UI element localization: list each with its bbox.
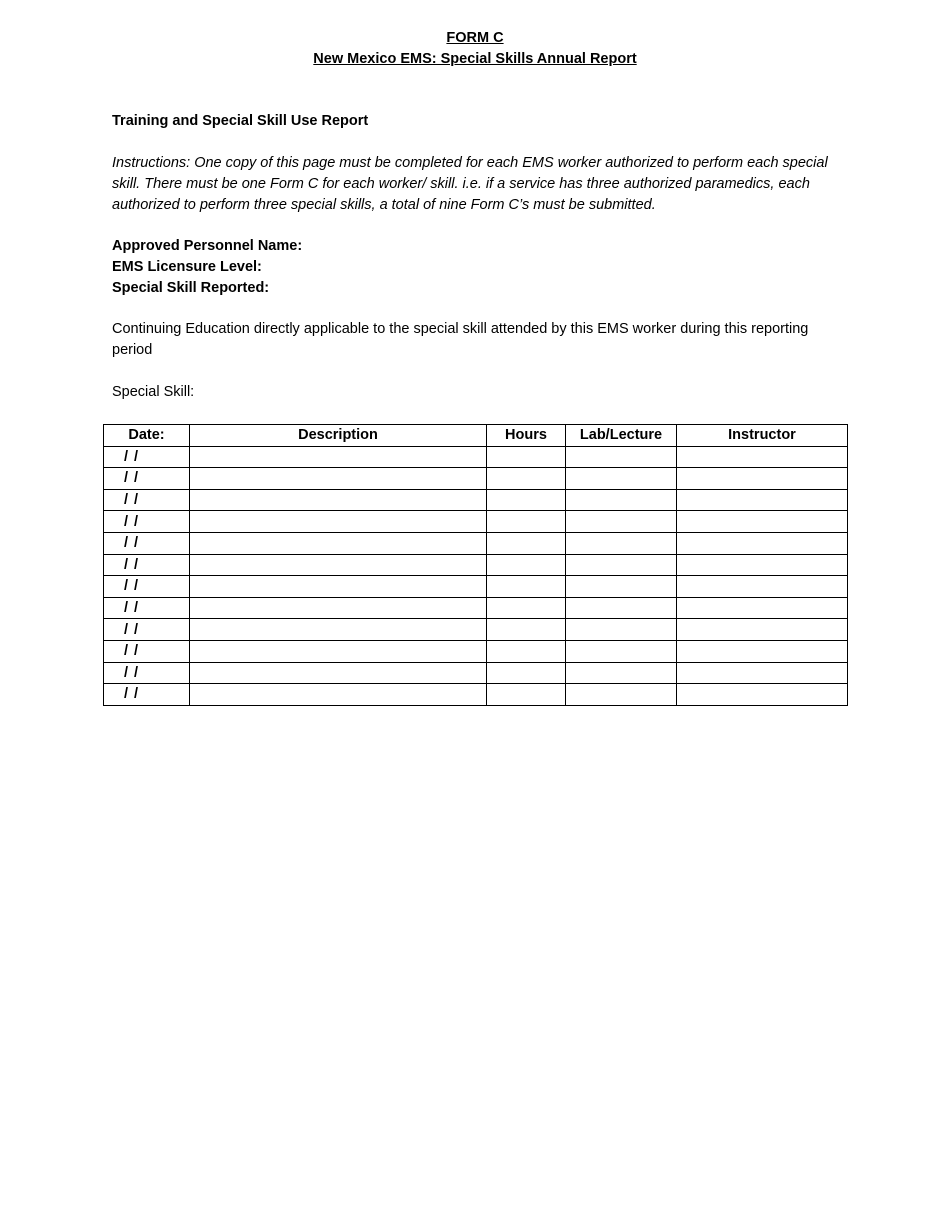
hours-cell[interactable]: [487, 489, 566, 511]
description-cell[interactable]: [190, 489, 487, 511]
lab-lecture-cell[interactable]: [566, 554, 677, 576]
date-cell[interactable]: / /: [104, 468, 190, 490]
column-header-instructor: Instructor: [677, 425, 848, 447]
lab-lecture-cell[interactable]: [566, 684, 677, 706]
instructor-cell[interactable]: [677, 640, 848, 662]
date-cell[interactable]: / /: [104, 576, 190, 598]
table-row: [104, 597, 848, 619]
lab-lecture-cell[interactable]: [566, 576, 677, 598]
lab-lecture-cell[interactable]: [566, 619, 677, 641]
table-row: [104, 468, 848, 490]
date-cell[interactable]: / /: [104, 640, 190, 662]
hours-cell[interactable]: [487, 532, 566, 554]
date-cell[interactable]: / /: [104, 446, 190, 468]
continuing-education-text: Continuing Education directly applicable to the special skill attended by this EMS worker during this reporting period: [112, 321, 809, 358]
description-cell[interactable]: [190, 532, 487, 554]
lab-lecture-cell[interactable]: [566, 662, 677, 684]
hours-cell[interactable]: [487, 554, 566, 576]
table-row: [104, 446, 848, 468]
description-cell[interactable]: [190, 684, 487, 706]
section-heading: Training and Special Skill Use Report: [112, 113, 369, 129]
column-header-date: Date:: [104, 425, 190, 447]
instructor-cell[interactable]: [677, 576, 848, 598]
lab-lecture-cell[interactable]: [566, 468, 677, 490]
description-cell[interactable]: [190, 662, 487, 684]
date-cell[interactable]: / /: [104, 684, 190, 706]
lab-lecture-cell[interactable]: [566, 597, 677, 619]
instructor-cell[interactable]: [677, 511, 848, 533]
lab-lecture-cell[interactable]: [566, 640, 677, 662]
column-header-lab-lecture: Lab/Lecture: [566, 425, 677, 447]
table-row: [104, 576, 848, 598]
lab-lecture-cell[interactable]: [566, 532, 677, 554]
table-header-row: [104, 425, 848, 447]
table-row: [104, 640, 848, 662]
instructor-cell[interactable]: [677, 489, 848, 511]
table-row: [104, 554, 848, 576]
hours-cell[interactable]: [487, 576, 566, 598]
date-cell[interactable]: / /: [104, 597, 190, 619]
instructor-cell[interactable]: [677, 597, 848, 619]
lab-lecture-cell[interactable]: [566, 489, 677, 511]
form-header: [0, 28, 950, 70]
instructions-text: Instructions: One copy of this page must be completed for each EMS worker authorized to perform each special skill. There must be one Form C for each worker/ skill. i.e. if a service has three authorized paramedics, each authorized to perform three special skills, a total of nine Form C’s must be submitted.: [112, 155, 828, 213]
table-row: [104, 532, 848, 554]
date-cell[interactable]: / /: [104, 554, 190, 576]
instructor-cell[interactable]: [677, 446, 848, 468]
hours-cell[interactable]: [487, 662, 566, 684]
instructor-cell[interactable]: [677, 619, 848, 641]
instructor-cell[interactable]: [677, 468, 848, 490]
table-row: [104, 619, 848, 641]
table-row: [104, 684, 848, 706]
table-row: [104, 511, 848, 533]
description-cell[interactable]: [190, 511, 487, 533]
column-header-hours: Hours: [487, 425, 566, 447]
description-cell[interactable]: [190, 576, 487, 598]
licensure-level-label: EMS Licensure Level:: [112, 259, 262, 275]
hours-cell[interactable]: [487, 619, 566, 641]
instructor-cell[interactable]: [677, 684, 848, 706]
date-cell[interactable]: / /: [104, 511, 190, 533]
instructor-cell[interactable]: [677, 554, 848, 576]
description-cell[interactable]: [190, 554, 487, 576]
special-skill-label: Special Skill:: [112, 384, 195, 400]
lab-lecture-cell[interactable]: [566, 446, 677, 468]
description-cell[interactable]: [190, 446, 487, 468]
date-cell[interactable]: / /: [104, 489, 190, 511]
column-header-description: Description: [190, 425, 487, 447]
table-row: [104, 489, 848, 511]
instructor-cell[interactable]: [677, 662, 848, 684]
form-title: New Mexico EMS: Special Skills Annual Report: [313, 51, 637, 67]
hours-cell[interactable]: [487, 468, 566, 490]
hours-cell[interactable]: [487, 511, 566, 533]
skill-reported-label: Special Skill Reported:: [112, 280, 270, 296]
instructor-cell[interactable]: [677, 532, 848, 554]
description-cell[interactable]: [190, 597, 487, 619]
description-cell[interactable]: [190, 619, 487, 641]
date-cell[interactable]: / /: [104, 532, 190, 554]
description-cell[interactable]: [190, 640, 487, 662]
hours-cell[interactable]: [487, 684, 566, 706]
hours-cell[interactable]: [487, 446, 566, 468]
hours-cell[interactable]: [487, 597, 566, 619]
lab-lecture-cell[interactable]: [566, 511, 677, 533]
personnel-name-label: Approved Personnel Name:: [112, 238, 303, 254]
hours-cell[interactable]: [487, 640, 566, 662]
personnel-fields: [112, 236, 842, 299]
table-row: [104, 662, 848, 684]
table-body: [104, 446, 848, 705]
date-cell[interactable]: / /: [104, 662, 190, 684]
date-cell[interactable]: / /: [104, 619, 190, 641]
description-cell[interactable]: [190, 468, 487, 490]
training-table: [103, 424, 848, 706]
form-label: FORM C: [446, 30, 504, 46]
